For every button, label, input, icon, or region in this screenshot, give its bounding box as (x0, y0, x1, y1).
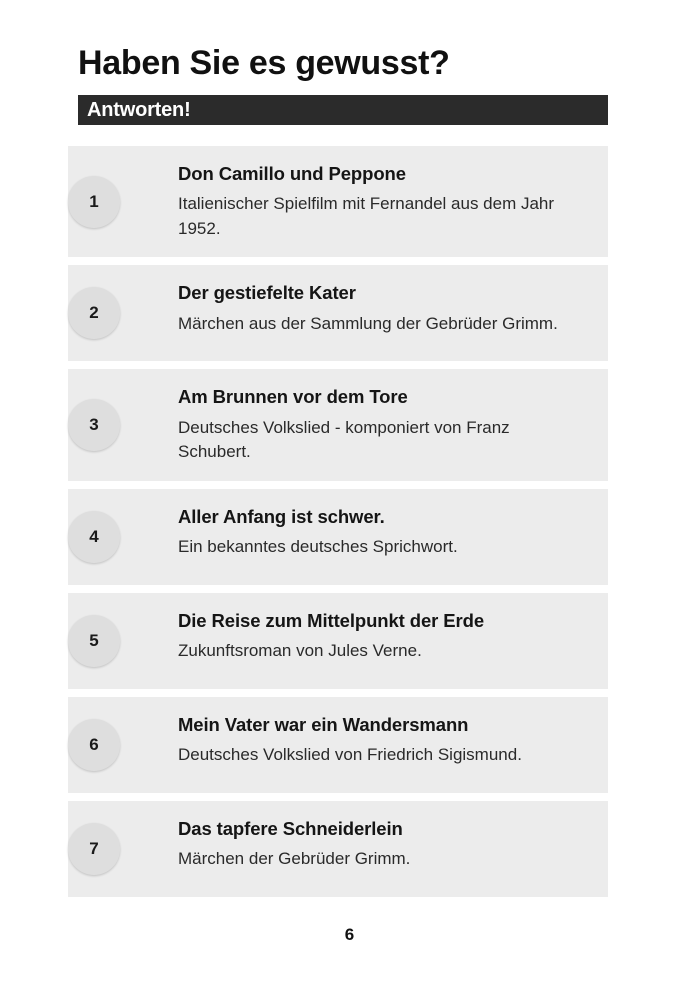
list-item (68, 801, 608, 897)
item-title: Don Camillo und Peppone (178, 163, 406, 184)
item-description: Deutsches Volkslied von Friedrich Sigismund. (178, 744, 522, 764)
item-description: Italienischer Spielfilm mit Fernandel aus dem Jahr 1952. (178, 194, 555, 238)
item-title: Der gestiefelte Kater (178, 282, 356, 304)
section-header-bar (78, 95, 608, 125)
item-title: Das tapfere Schneiderlein (178, 817, 403, 839)
list-item (68, 146, 608, 257)
item-description: Märchen der Gebrüder Grimm. (178, 848, 411, 868)
item-number-badge: 5 (68, 615, 120, 667)
item-title: Aller Anfang ist schwer. (178, 505, 385, 527)
item-number-badge: 3 (68, 399, 120, 451)
item-description: Zukunftsroman von Jules Verne. (178, 640, 422, 660)
item-number-badge: 6 (68, 719, 120, 771)
item-title: Die Reise zum Mittelpunkt der Erde (178, 609, 485, 631)
list-item (68, 265, 608, 361)
section-header-label: Antworten! (87, 99, 191, 121)
list-item (68, 697, 608, 793)
item-description: Märchen aus der Sammlung der Gebrüder Grimm. (178, 313, 558, 333)
page-number: 6 (344, 925, 355, 944)
item-number-badge: 7 (68, 823, 120, 875)
item-description: Ein bekanntes deutsches Sprichwort. (178, 536, 458, 556)
list-item (68, 369, 608, 480)
list-item (68, 489, 608, 585)
item-title: Am Brunnen vor dem Tore (178, 386, 408, 408)
page-title: Haben Sie es gewusst? (78, 44, 450, 82)
item-number-badge: 4 (68, 511, 120, 563)
item-title: Mein Vater war ein Wandersmann (178, 713, 469, 735)
item-number-badge: 1 (68, 176, 120, 228)
answers-list (68, 146, 608, 905)
list-item (68, 593, 608, 689)
item-description: Deutsches Volkslied - komponiert von Franz Schubert. (178, 417, 510, 462)
item-number-badge: 2 (68, 287, 120, 339)
